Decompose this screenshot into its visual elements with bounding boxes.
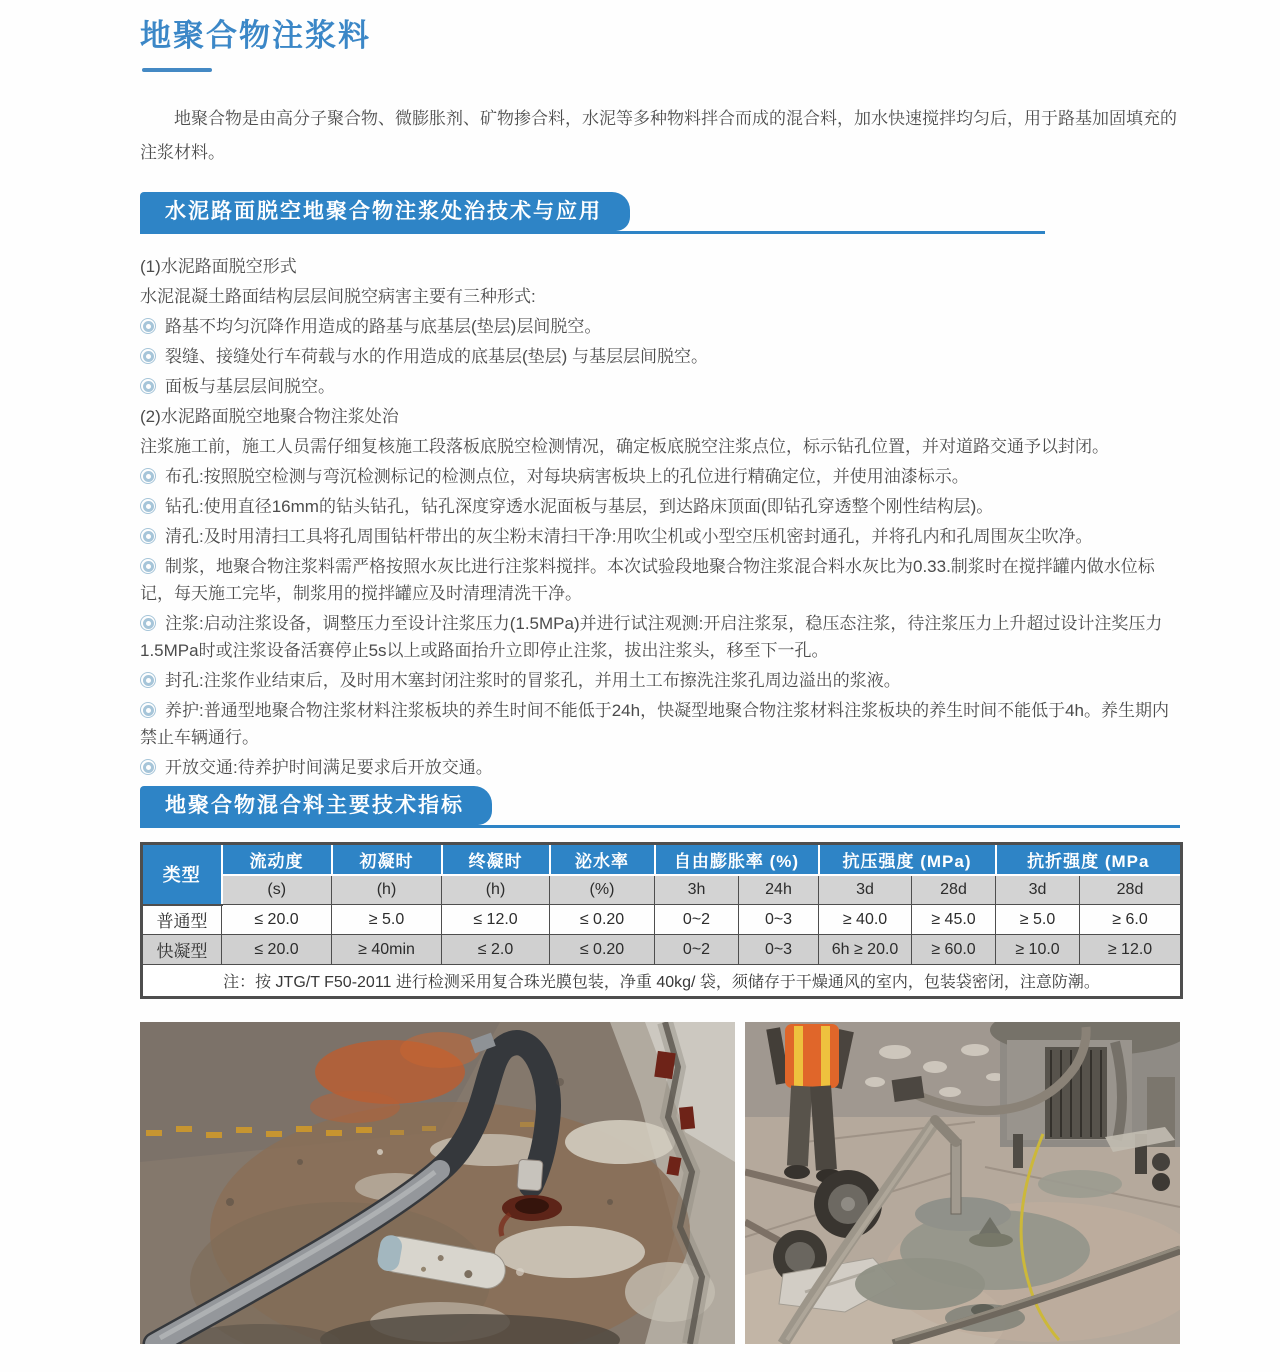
header-cell: 泌水率 (550, 844, 655, 875)
subheader-cell: (%) (550, 875, 655, 905)
paragraph-text: 开放交通:待养护时间满足要求后开放交通。 (165, 758, 493, 777)
page-title: 地聚合物注浆料 (140, 18, 371, 53)
paragraph (140, 754, 1184, 781)
value-cell: ≥ 5.0 (996, 905, 1080, 935)
photo-strip (140, 1022, 1180, 1344)
banner-underline (140, 231, 1045, 234)
value-cell: ≤ 2.0 (442, 935, 550, 965)
header-cell: 抗压强度 (MPa) (819, 844, 996, 875)
banner-underline (140, 825, 1180, 828)
value-cell: 0~2 (655, 905, 739, 935)
grouting-site-illustration (745, 1022, 1180, 1344)
paragraph-text: 钻孔:使用直径16mm的钻头钻孔，钻孔深度穿透水泥面板与基层，到达路床顶面(即钻孔穿透整个刚性结构层)。 (165, 497, 994, 516)
title-underline (142, 68, 212, 72)
paragraph (140, 553, 1184, 607)
paragraph (140, 433, 1184, 460)
paragraph-text: 清孔:及时用清扫工具将孔周围钻杆带出的灰尘粉末清扫干净:用吹尘机或小型空压机密封通孔，并将孔内和孔周围灰尘吹净。 (165, 527, 1093, 546)
technique-text-block (140, 250, 1184, 784)
table-row-fast-type (142, 935, 1182, 965)
header-cell: 自由膨胀率 (%) (655, 844, 819, 875)
paragraph-text: (1)水泥路面脱空形式 (140, 257, 297, 276)
paragraph (140, 493, 1184, 520)
header-cell: 抗折强度 (MPa (996, 844, 1182, 875)
ring-bullet-icon (140, 702, 156, 718)
paragraph-text: 水泥混凝土路面结构层层间脱空病害主要有三种形式: (140, 287, 536, 306)
banner-label: 地聚合物混合料主要技术指标 (140, 786, 492, 825)
paragraph (140, 523, 1184, 550)
table-note-row (142, 965, 1182, 998)
table-note: 注：按 JTG/T F50-2011 进行检测采用复合珠光膜包装，净重 40kg/ 袋，须储存于干燥通风的室内，包装袋密闭，注意防潮。 (142, 965, 1182, 998)
value-cell: 0~2 (655, 935, 739, 965)
section-banner-spec (140, 786, 492, 828)
value-cell: ≥ 5.0 (332, 905, 442, 935)
paragraph-text: 注浆:启动注浆设备，调整压力至设计注浆压力(1.5MPa)并进行试注观测:开启注浆泵，稳压态注浆，待注浆压力上升超过设计注奖压力1.5MPa时或注浆设备活赛停止5s以上或路面抬升立即停止注浆，拔出注浆头，移至下一孔。 (140, 614, 1163, 660)
table-header-row (142, 844, 1182, 875)
ring-bullet-icon (140, 759, 156, 775)
subheader-cell: 3d (819, 875, 912, 905)
subheader-cell: 3h (655, 875, 739, 905)
paragraph (140, 697, 1184, 751)
value-cell: ≥ 6.0 (1080, 905, 1182, 935)
table-row-normal-type (142, 905, 1182, 935)
value-cell: ≤ 0.20 (550, 935, 655, 965)
value-cell: ≥ 40min (332, 935, 442, 965)
paragraph (140, 373, 1184, 400)
subheader-cell: (h) (332, 875, 442, 905)
subheader-cell: (h) (442, 875, 550, 905)
paragraph-text: 面板与基层层间脱空。 (165, 377, 335, 396)
subheader-cell: 28d (912, 875, 996, 905)
paragraph (140, 463, 1184, 490)
paragraph-text: 路基不均匀沉降作用造成的路基与底基层(垫层)层间脱空。 (165, 317, 602, 336)
value-cell: ≥ 10.0 (996, 935, 1080, 965)
paragraph-text: 裂缝、接缝处行车荷载与水的作用造成的底基层(垫层) 与基层层间脱空。 (165, 347, 709, 366)
paragraph-text: 制浆，地聚合物注浆料需严格按照水灰比进行注浆料搅拌。本次试验段地聚合物注浆混合料水灰比为0.33.制浆时在搅拌罐内做水位标记，每天施工完毕，制浆用的搅拌罐应及时清理清洗干净。 (140, 557, 1155, 603)
ring-bullet-icon (140, 558, 156, 574)
paragraph-text: 养护:普通型地聚合物注浆材料注浆板块的养生时间不能低于24h，快凝型地聚合物注浆材料注浆板块的养生时间不能低于4h。养生期内禁止车辆通行。 (140, 701, 1169, 747)
photo-grouting-site-worker (745, 1022, 1180, 1344)
value-cell: ≥ 12.0 (1080, 935, 1182, 965)
header-cell: 初凝时 (332, 844, 442, 875)
value-cell: 6h ≥ 20.0 (819, 935, 912, 965)
ring-bullet-icon (140, 672, 156, 688)
subheader-cell: (s) (222, 875, 332, 905)
subheader-cell: 28d (1080, 875, 1182, 905)
header-cell: 流动度 (222, 844, 332, 875)
banner-label: 水泥路面脱空地聚合物注浆处治技术与应用 (140, 192, 630, 231)
value-cell: ≤ 12.0 (442, 905, 550, 935)
value-cell: 0~3 (739, 905, 819, 935)
paragraph (140, 313, 1184, 340)
paragraph-text: 布孔:按照脱空检测与弯沉检测标记的检测点位，对每块病害板块上的孔位进行精确定位，并使用油漆标示。 (165, 467, 969, 486)
table-subheader-row (142, 875, 1182, 905)
paragraph (140, 403, 1184, 430)
row-label: 普通型 (142, 905, 222, 935)
page-content (140, 0, 1180, 1372)
intro-paragraph: 地聚合物是由高分子聚合物、微膨胀剂、矿物掺合料，水泥等多种物料拌合而成的混合料，加水快速搅拌均匀后，用于路基加固填充的注浆材料。 (140, 109, 1177, 162)
paragraph-text: (2)水泥路面脱空地聚合物注浆处治 (140, 407, 399, 426)
paragraph (140, 610, 1184, 664)
value-cell: 0~3 (739, 935, 819, 965)
header-cell: 终凝时 (442, 844, 550, 875)
row-label: 快凝型 (142, 935, 222, 965)
photo-grouting-hole-hose (140, 1022, 735, 1344)
value-cell: ≤ 0.20 (550, 905, 655, 935)
ring-bullet-icon (140, 615, 156, 631)
ring-bullet-icon (140, 348, 156, 364)
paragraph-text: 封孔:注浆作业结束后，及时用木塞封闭注浆时的冒浆孔，并用土工布擦洗注浆孔周边溢出的浆液。 (165, 671, 901, 690)
ring-bullet-icon (140, 468, 156, 484)
grouting-hole-illustration (140, 1022, 735, 1344)
value-cell: ≥ 40.0 (819, 905, 912, 935)
header-cell-type: 类型 (142, 844, 222, 905)
value-cell: ≥ 60.0 (912, 935, 996, 965)
paragraph (140, 667, 1184, 694)
paragraph (140, 253, 1184, 280)
section-banner-technique (140, 192, 630, 234)
spec-table (140, 842, 1183, 999)
paragraph (140, 283, 1184, 310)
value-cell: ≥ 45.0 (912, 905, 996, 935)
ring-bullet-icon (140, 318, 156, 334)
subheader-cell: 3d (996, 875, 1080, 905)
ring-bullet-icon (140, 378, 156, 394)
ring-bullet-icon (140, 528, 156, 544)
paragraph-text: 注浆施工前，施工人员需仔细复核施工段落板底脱空检测情况，确定板底脱空注浆点位，标示钻孔位置，并对道路交通予以封闭。 (140, 437, 1109, 456)
value-cell: ≤ 20.0 (222, 935, 332, 965)
subheader-cell: 24h (739, 875, 819, 905)
paragraph (140, 343, 1184, 370)
ring-bullet-icon (140, 498, 156, 514)
value-cell: ≤ 20.0 (222, 905, 332, 935)
